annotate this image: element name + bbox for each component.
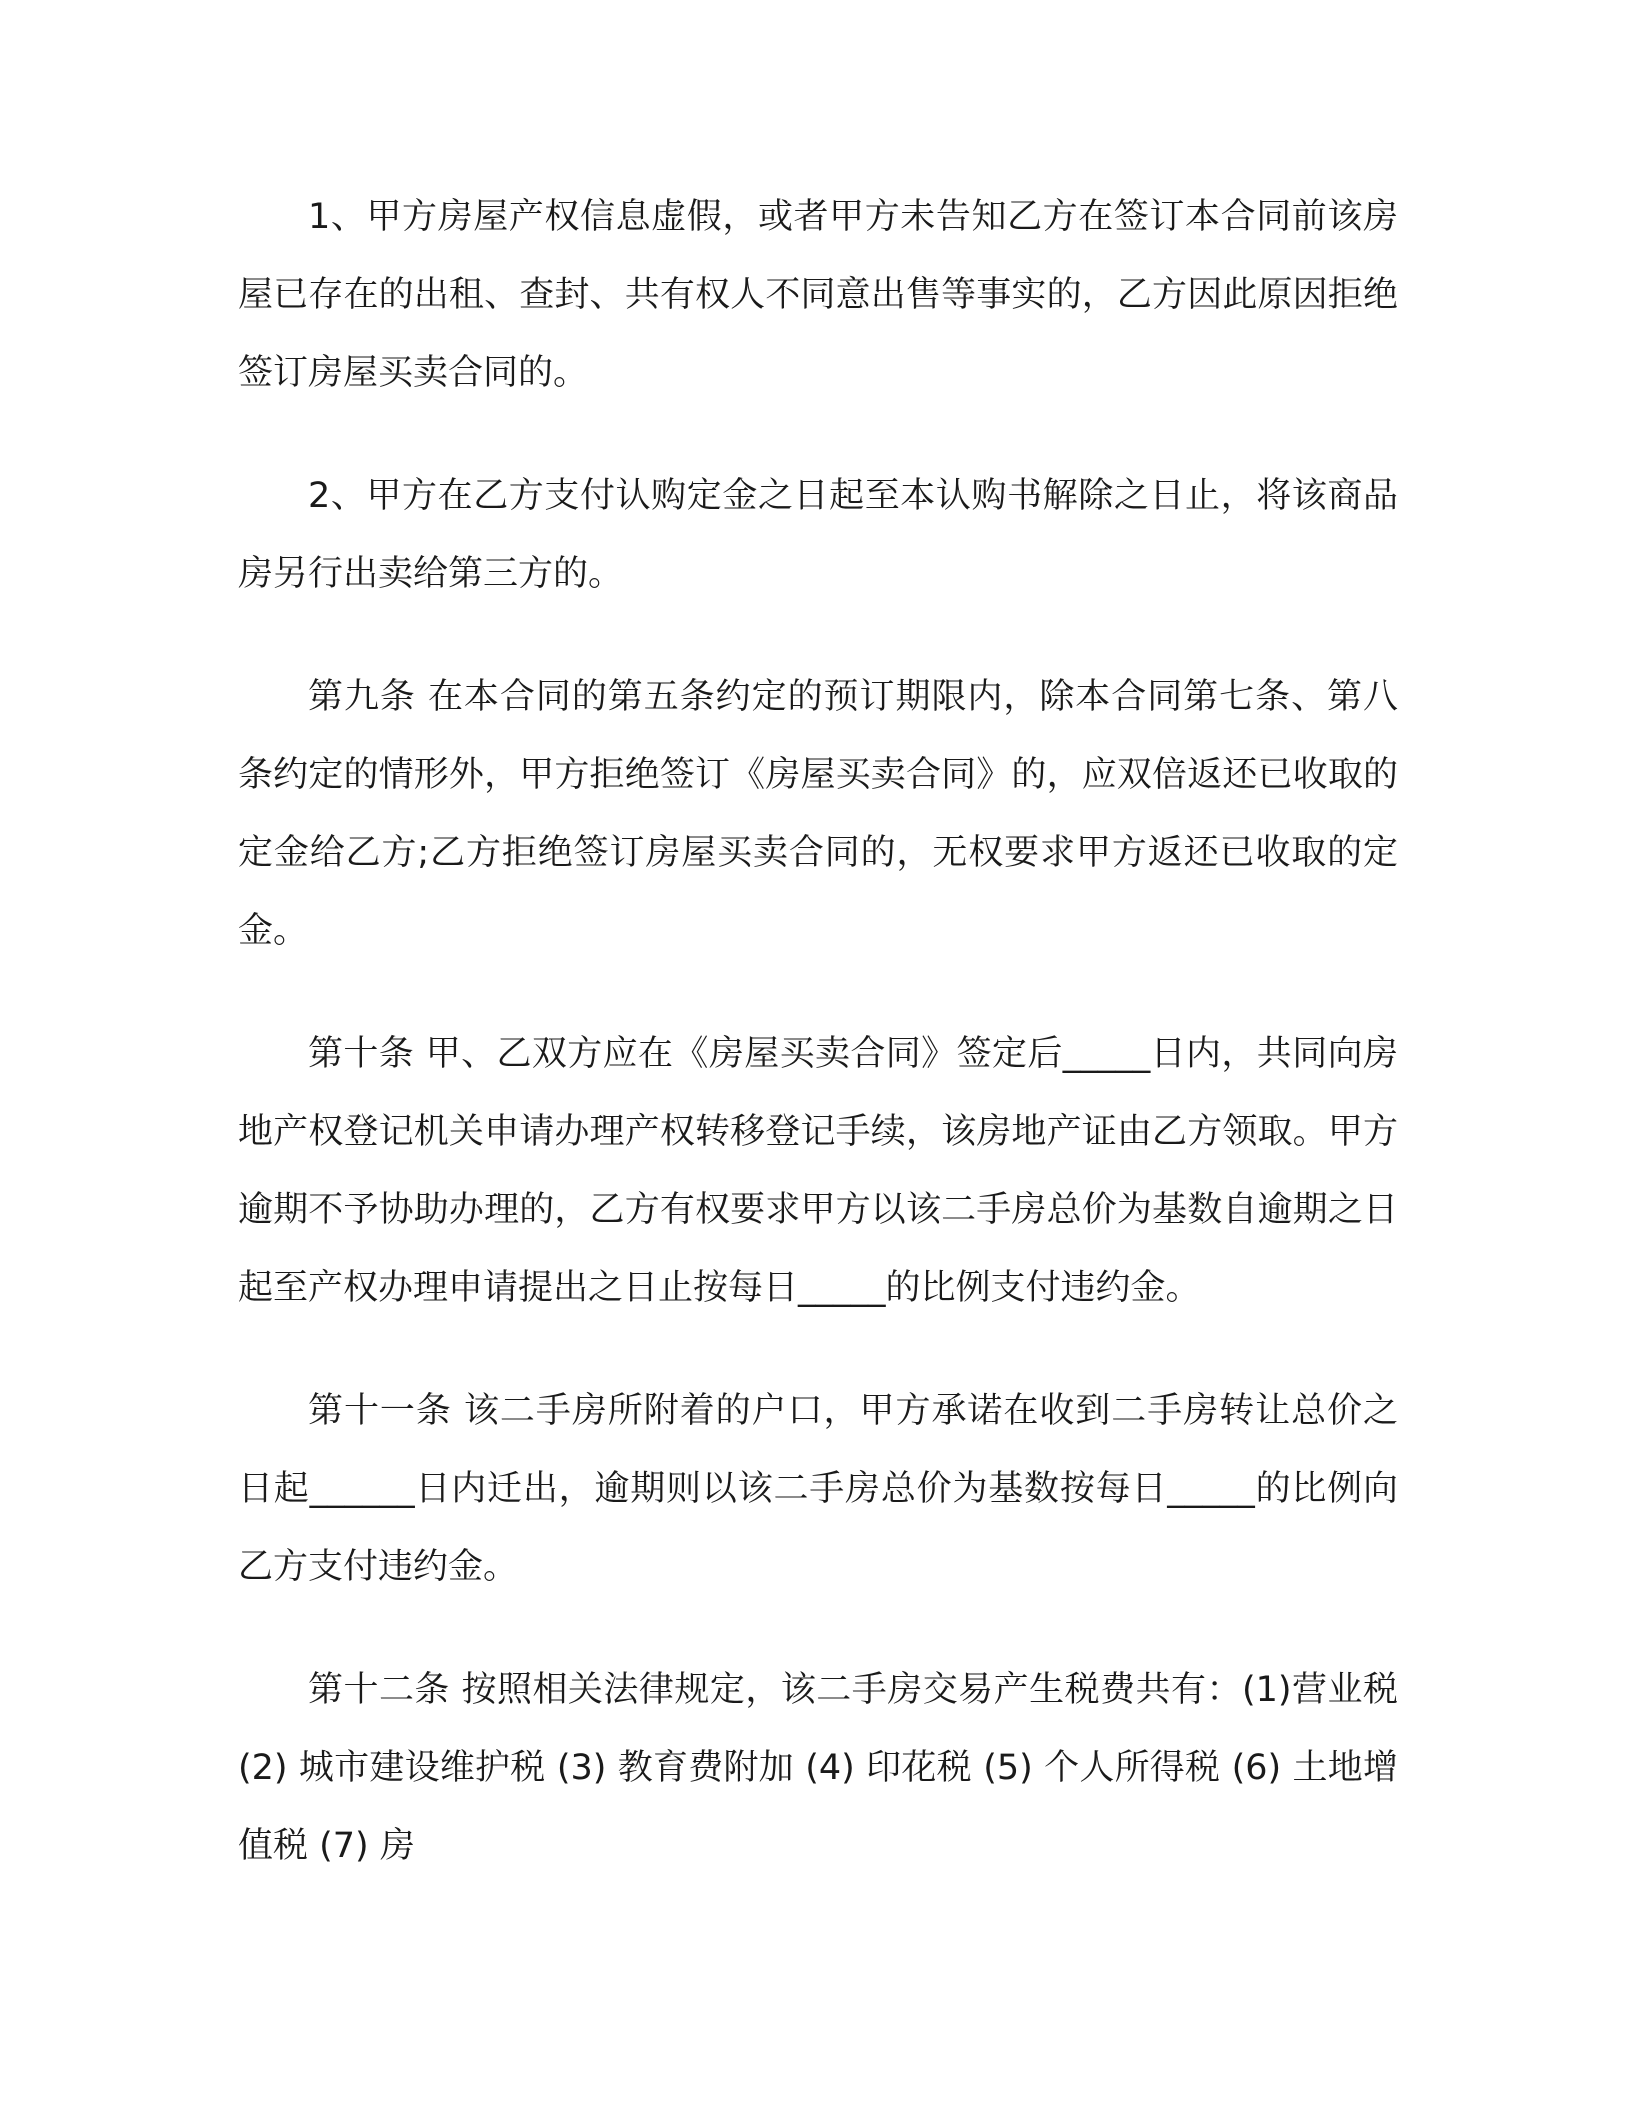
document-body xyxy=(238,178,1398,1930)
paragraph-article-10: 第十条 甲、乙双方应在《房屋买卖合同》签定后_____日内，共同向房地产权登记机关申请办理产权转移登记手续，该房地产证由乙方领取。甲方逾期不予协助办理的，乙方有权要求甲方以该二手房总价为基数自逾期之日起至产权办理申请提出之日止按每日_____的比例支付违约金。 xyxy=(238,1034,1398,1308)
paragraph-article-9: 第九条 在本合同的第五条约定的预订期限内，除本合同第七条、第八条约定的情形外，甲方拒绝签订《房屋买卖合同》的，应双倍返还已收取的定金给乙方;乙方拒绝签订房屋买卖合同的，无权要求甲方返还已收取的定金。 xyxy=(238,677,1398,951)
paragraph-article-12: 第十二条 按照相关法律规定，该二手房交易产生税费共有：(1)营业税 (2) 城市建设维护税 (3) 教育费附加 (4) 印花税 (5) 个人所得税 (6) 土地增值税 (7) 房 xyxy=(238,1670,1398,1866)
paragraph-clause-2: 2、甲方在乙方支付认购定金之日起至本认购书解除之日止，将该商品房另行出卖给第三方的。 xyxy=(238,476,1398,594)
paragraph-article-11: 第十一条 该二手房所附着的户口，甲方承诺在收到二手房转让总价之日起______日内迁出，逾期则以该二手房总价为基数按每日_____的比例向乙方支付违约金。 xyxy=(238,1391,1398,1587)
paragraph-clause-1: 1、甲方房屋产权信息虚假，或者甲方未告知乙方在签订本合同前该房屋已存在的出租、查封、共有权人不同意出售等事实的，乙方因此原因拒绝签订房屋买卖合同的。 xyxy=(238,197,1398,393)
